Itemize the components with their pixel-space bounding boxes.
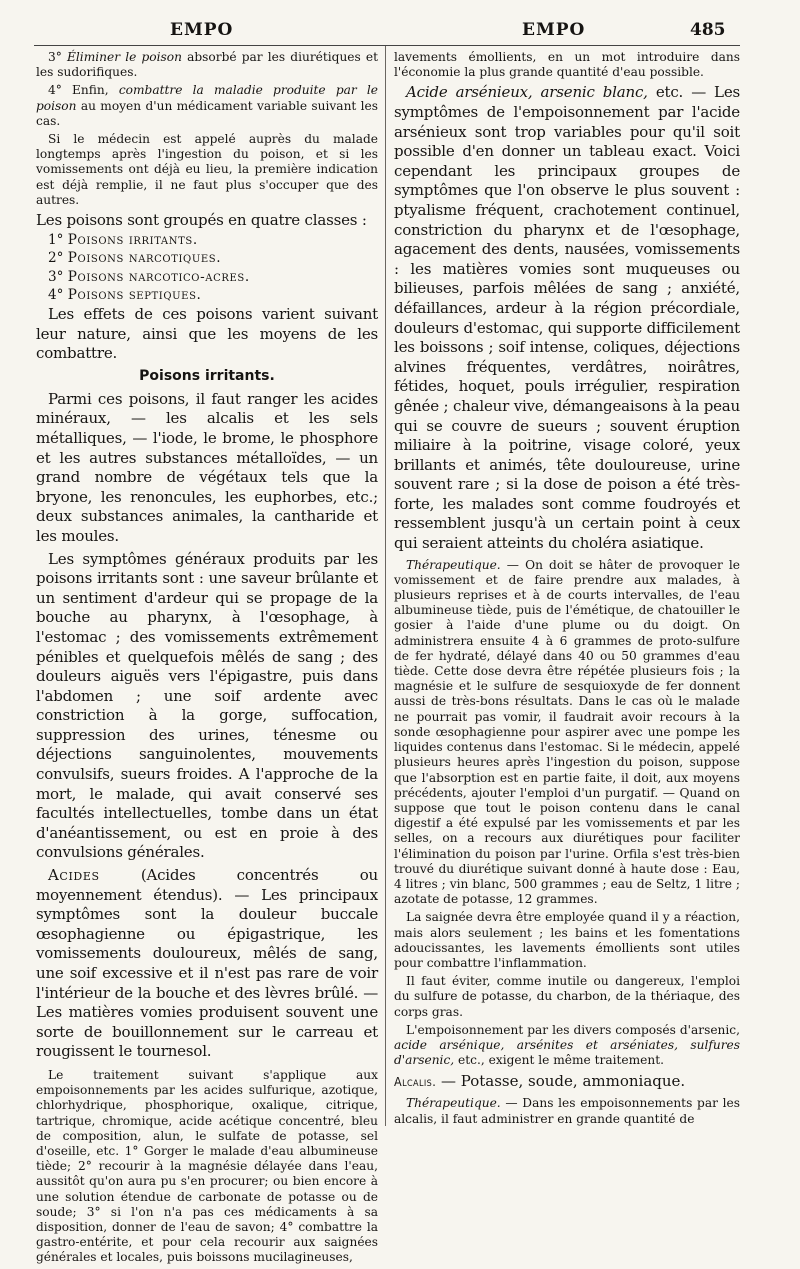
list-item: 3° Poisons narcotico-acres. <box>48 268 250 285</box>
paragraph: Thérapeutique. — Dans les empoisonnements par les alcalis, il faut administrer en grande quantité de <box>394 1096 741 1126</box>
paragraph: Les symptômes généraux produits par les poisons irritants sont : une saveur brûlante et un sentiment d'ardeur qui se propage de la bouche au pharynx, à l'œsophage, à l'estomac ; des vomissements extrêmement pénibles et quelquefois mêlés de sang ; des douleurs aiguës vers l'épigastre, puis dans l'abdomen ; une soif ardente avec constriction à la gorge, suffocation, suppression des urines, ténesme ou déjections sanguinolentes, mouvements convulsifs, sueurs froides. A l'approche de la mort, le malade, qui avait conservé ses facultés intellectuelles, tombe dans un état d'anéantissement, ou est en proie à des convulsions générales. <box>36 549 378 862</box>
list-item: 1° Poisons irritants. <box>48 231 198 248</box>
paragraph: Thérapeutique. — On doit se hâter de provoquer le vomissement et de faire prendre aux malades, à plusieurs reprises et à de courts intervalles, de l'eau albumineuse tiède, puis de l'émétique, de chatouiller le gosier à l'aide d'une plume ou du doigt. On administrera ensuite 4 à 6 grammes de proto-sulfure de fer hydraté, délayé dans 40 ou 50 grammes d'eau tiède. Cette dose devra être répétée plusieurs fois ; la magnésie et le sulfure de sesquioxyde de fer donnent aussi de très-bons résultats. Dans le cas où le malade ne pourrait pas vomir, il faudrait avoir recours à la sonde œsophagienne pour aspirer avec une pompe les liquides contenus dans l'estomac. Si le médecin, appelé plusieurs heures après l'ingestion du poison, suppose que l'absorption est en partie faite, il doit, aux moyens précédents, ajouter l'emploi d'un purgatif. — Quand on suppose que tout le poison contenu dans le canal digestif a été expulsé par les vomissements et par les selles, on a recours aux diurétiques pour faciliter l'élimination du poison par l'urine. Orfila s'est très-bien trouvé du diurétique suivant donné à haute dose : Eau, 4 litres ; vin blanc, 500 grammes ; eau de Seltz, 1 litre ; azotate de potasse, 12 grammes. <box>394 557 740 907</box>
section-heading: Poisons irritants. <box>139 367 275 384</box>
paragraph: Si le médecin est appelé auprès du malade longtemps après l'ingestion du poison, et si les vomissements ont déjà eu lieu, la première indication est déjà remplie, il ne faut plus s'occuper que des autres. <box>36 132 378 207</box>
right-column <box>394 50 740 1130</box>
running-head-left: EMPO <box>170 20 234 40</box>
paragraph: L'empoisonnement par les divers composés d'arsenic, acide arsénique, arsénites et arséniates, sulfures d'arsenic, etc., exigent le même traitement. <box>394 1022 740 1068</box>
paragraph: Il faut éviter, comme inutile ou dangereux, l'emploi du sulfure de potasse, du charbon, de la thériaque, des corps gras. <box>394 974 740 1019</box>
column-divider <box>385 46 386 1126</box>
paragraph: Acides (Acides concentrés ou moyennement étendus). — Les principaux symptômes sont la douleur buccale œsophagienne ou épigastrique, les vomissements douloureux, mêlés de sang, une soif excessive et il n'est pas rare de voir l'intérieur de la bouche et des lèvres brûlé. — Les matières vomies produisent souvent une sorte de bouillonnement sur le carreau et rougissent le tournesol. <box>36 866 378 1061</box>
paragraph: Parmi ces poisons, il faut ranger les acides minéraux, — les alcalis et les sels métalliques, — l'iode, le brome, le phosphore et les autres substances métalloïdes, — un grand nombre de végétaux tels que la bryone, les renoncules, les euphorbes, etc.; deux substances animales, la cantharide et les moules. <box>36 389 378 545</box>
header-rule <box>34 45 740 46</box>
paragraph: La saignée devra être employée quand il y a réaction, mais alors seulement ; les bains et les fomentations adoucissantes, les lavements émollients sont utiles pour combattre l'inflammation. <box>394 910 740 970</box>
paragraph: Le traitement suivant s'applique aux empoisonnements par les acides sulfurique, azotique, chlorhydrique, phosphorique, oxalique, citrique, tartrique, chromique, acide acétique concentré, bleu de composition, alun, le sulfate de potasse, sel d'oseille, etc. 1° Gorger le malade d'eau albumineuse tiède; 2° recourir à la magnésie délayée dans l'eau, aussitôt qu'on aura pu s'en procurer; ou bien encore à une solution étendue de carbonate de potasse ou de soude; 3° si l'on n'a pas ces médicaments à sa disposition, donner de l'eau de savon; 4° combattre la gastro-entérite, et pour cela recourir aux saignées générales et locales, puis boissons mucilagineuses, <box>36 1067 378 1265</box>
poison-classes-list <box>36 231 378 305</box>
paragraph: Les poisons sont groupés en quatre classes : <box>36 211 367 230</box>
left-column <box>36 50 378 1269</box>
paragraph: Les effets de ces poisons varient suivant leur nature, ainsi que les moyens de les combattre. <box>36 305 378 363</box>
paragraph: Acide arsénieux, arsenic blanc, etc. — Les symptômes de l'empoisonnement par l'acide arsénieux sont trop variables pour qu'il soit possible d'en donner un tableau exact. Voici cependant les principaux groupes de symptômes que l'on observe le plus souvent : ptyalisme fréquent, crachotement continuel, constriction du pharynx et de l'œsophage, agacement des dents, nausées, vomissements : les matières vomies sont muqueuses ou bilieuses, parfois mêlées de sang ; anxiété, défaillances, ardeur à la région précordiale, douleurs d'estomac, qui supporte difficilement les boissons ; soif intense, coliques, déjections alvines fréquentes, verdâtres, noirâtres, fétides, hoquet, pouls irrégulier, respiration gênée ; chaleur vive, démangeaisons à la peau qui se couvre de sueurs ; souvent éruption miliaire à la poitrine, visage coloré, yeux brillants et animés, tête douloureuse, urine souvent rare ; si la dose de poison a été très-forte, les malades sont comme foudroyés et ressemblent jusqu'à un certain point à ceux qui seraient atteints du choléra asiatique. <box>394 83 740 553</box>
section-heading: Alcalis. — Potasse, soude, ammoniaque. <box>394 1072 686 1091</box>
paragraph: 3° Éliminer le poison absorbé par les diurétiques et les sudorifiques. <box>36 50 379 80</box>
page-number: 485 <box>690 20 726 40</box>
list-item: 4° Poisons septiques. <box>48 287 202 304</box>
paragraph: lavements émollients, en un mot introduire dans l'économie la plus grande quantité d'eau possible. <box>394 50 740 80</box>
paragraph: 4° Enfin, combattre la maladie produite par le poison au moyen d'un médicament variable suivant les cas. <box>36 83 379 128</box>
list-item: 2° Poisons narcotiques. <box>48 250 222 267</box>
running-head-right: EMPO <box>522 20 586 40</box>
